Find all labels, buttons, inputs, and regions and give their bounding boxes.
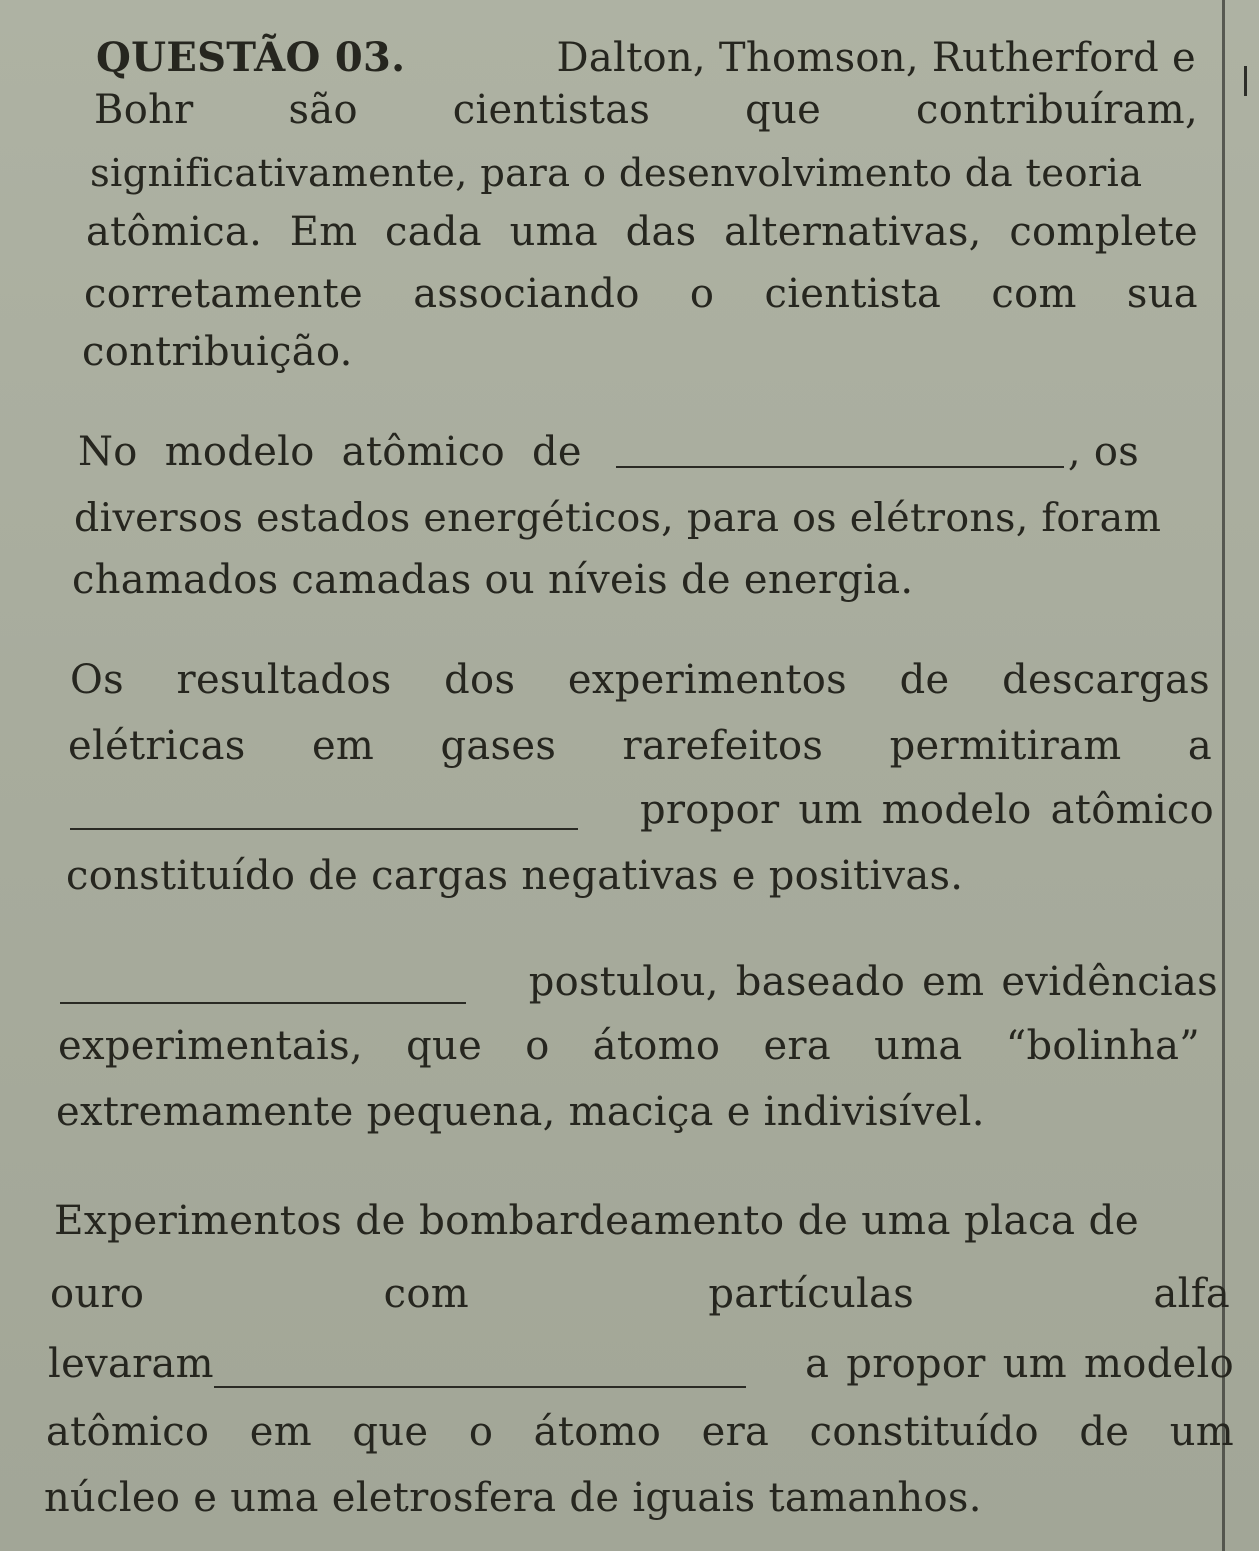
intro-line-2 (94, 86, 1198, 134)
word: que (352, 1409, 429, 1455)
item3-line2 (58, 1022, 1200, 1070)
word: cientista (764, 271, 942, 317)
word: com (383, 1271, 469, 1317)
word: resultados (176, 657, 392, 703)
intro-line-5 (84, 270, 1198, 318)
word: alfa (1153, 1271, 1230, 1317)
item4-line4 (46, 1408, 1234, 1456)
word: de (899, 657, 950, 703)
word: contribuíram, (916, 87, 1198, 133)
word: sua (1126, 271, 1198, 317)
word: Bohr (94, 87, 194, 133)
word: experimentos (567, 657, 847, 703)
item1-text-start: No modelo atômico de (78, 429, 582, 475)
word: a (1187, 723, 1212, 769)
word: o (689, 271, 715, 317)
item4-text-end: a propor um modelo (805, 1341, 1234, 1387)
word: átomo (592, 1023, 721, 1069)
item4-text-start: levaram (48, 1341, 214, 1387)
word: constituído (809, 1409, 1039, 1455)
intro-line-6: contribuição. (82, 329, 353, 375)
word: era (701, 1409, 770, 1455)
word: um (1169, 1409, 1234, 1455)
item3-line1 (60, 958, 1218, 1006)
item2-line1 (70, 656, 1210, 704)
item1-line2: diversos estados energéticos, para os elétrons, foram (74, 495, 1162, 541)
intro-line-4 (86, 208, 1198, 256)
answer-blank-3[interactable] (60, 972, 466, 1004)
item3-line3: extremamente pequena, maciça e indivisível. (56, 1089, 985, 1135)
word: cientistas (452, 87, 651, 133)
word: alternativas, (724, 209, 982, 255)
word: que (745, 87, 822, 133)
item2-line4: constituído de cargas negativas e positivas. (66, 853, 964, 899)
item2-line3 (70, 786, 1214, 834)
word: gases (440, 723, 557, 769)
item4-line3 (48, 1340, 1234, 1388)
word: das (625, 209, 697, 255)
word: o (525, 1023, 550, 1069)
answer-blank-2[interactable] (70, 798, 578, 830)
word: rarefeitos (622, 723, 824, 769)
word: de (1079, 1409, 1130, 1455)
item2-text-end: propor um modelo atômico (639, 787, 1214, 833)
word: dos (444, 657, 516, 703)
word: atômica. (86, 209, 263, 255)
word: “bolinha” (1005, 1023, 1200, 1069)
word: com (991, 271, 1077, 317)
word: ouro (50, 1271, 145, 1317)
word: era (763, 1023, 831, 1069)
item1-line1 (78, 428, 1208, 476)
word: elétricas (68, 723, 246, 769)
page-edge-line (1222, 0, 1225, 1551)
word: que (406, 1023, 483, 1069)
word: descargas (1002, 657, 1210, 703)
word: atômico (46, 1409, 210, 1455)
word: partículas (708, 1271, 915, 1317)
item3-text-end: postulou, baseado em evidências (528, 959, 1218, 1005)
question-label: QUESTÃO 03. (96, 34, 406, 81)
word: uma (509, 209, 599, 255)
word: o (468, 1409, 494, 1455)
item2-line2 (68, 722, 1212, 770)
word: em (249, 1409, 312, 1455)
word: associando (413, 271, 640, 317)
word: uma (874, 1023, 963, 1069)
item1-line3: chamados camadas ou níveis de energia. (72, 557, 914, 603)
item4-line1: Experimentos de bombardeamento de uma placa de (54, 1196, 1140, 1244)
word: átomo (533, 1409, 662, 1455)
answer-blank-4[interactable] (214, 1356, 746, 1388)
word: cada (385, 209, 482, 255)
word: Os (70, 657, 124, 703)
word: Em (289, 209, 358, 255)
word: corretamente (84, 271, 364, 317)
word: são (288, 87, 358, 133)
question-header-line (96, 34, 1196, 82)
item1-text-end: , os (1067, 429, 1140, 475)
word: permitiram (889, 723, 1122, 769)
word: em (311, 723, 375, 769)
item4-line5: núcleo e uma eletrosfera de iguais tamanhos. (44, 1475, 982, 1521)
intro-line-3: significativamente, para o desenvolvimento da teoria (90, 151, 1143, 196)
intro-line-1: Dalton, Thomson, Rutherford e (556, 35, 1196, 81)
answer-blank-1[interactable] (616, 436, 1064, 468)
word: complete (1009, 209, 1198, 255)
edge-mark (1244, 66, 1247, 96)
word: experimentais, (58, 1023, 363, 1069)
item4-line2 (50, 1270, 1230, 1318)
